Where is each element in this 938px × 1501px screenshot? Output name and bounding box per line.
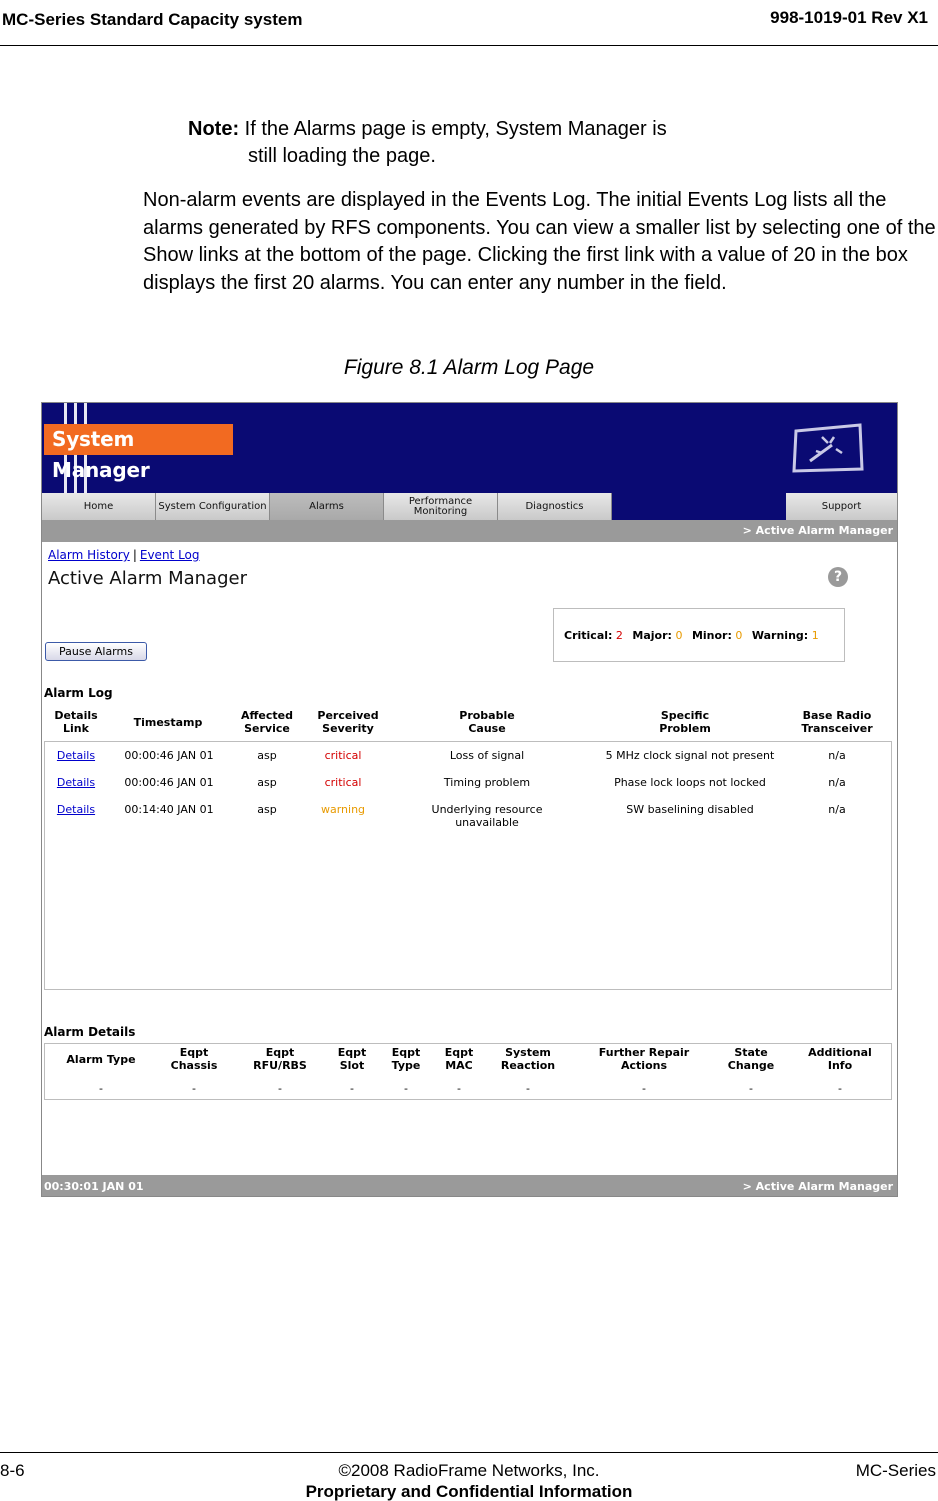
value-state-change: -	[749, 1082, 753, 1095]
tab-alarms[interactable]: Alarms	[270, 493, 384, 520]
alarm-history-link[interactable]: Alarm History	[48, 548, 130, 562]
row-problem: Phase lock loops not locked	[614, 776, 766, 789]
alarm-log-header	[42, 709, 897, 739]
app-banner	[42, 403, 897, 493]
value-eqpt-type: -	[404, 1082, 408, 1095]
row-radio: n/a	[828, 803, 846, 816]
col-probable-cause: Probable Cause	[459, 709, 515, 735]
col-eqpt-rfu: Eqpt RFU/RBS	[253, 1046, 307, 1072]
page-title: Active Alarm Manager	[48, 568, 247, 589]
row-radio: n/a	[828, 749, 846, 762]
note-line-2: still loading the page.	[248, 145, 436, 167]
row-radio: n/a	[828, 776, 846, 789]
value-additional-info: -	[838, 1082, 842, 1095]
col-repair-actions: Further Repair Actions	[598, 1046, 690, 1072]
tab-system-configuration[interactable]: System Configuration	[156, 493, 270, 520]
tab-diagnostics[interactable]: Diagnostics	[498, 493, 612, 520]
row-severity: critical	[324, 776, 362, 789]
row-cause: Underlying resource unavailable	[431, 803, 543, 829]
alarm-log-title: Alarm Log	[44, 686, 113, 700]
tab-performance-monitoring[interactable]	[384, 493, 498, 520]
tab-performance-line-1: Performance	[408, 495, 473, 507]
row-severity: warning	[320, 803, 366, 816]
row-timestamp: 00:14:40 JAN 01	[124, 803, 214, 816]
col-affected-service: Affected Service	[241, 709, 293, 735]
breadcrumb-bar	[42, 520, 897, 542]
document-header-title: MC-Series Standard Capacity system	[2, 10, 303, 29]
page-number: 8-6	[0, 1461, 25, 1480]
breadcrumb: > Active Alarm Manager	[742, 524, 893, 537]
col-eqpt-mac: Eqpt MAC	[444, 1046, 474, 1072]
body-paragraph: Non-alarm events are displayed in the Events Log. The initial Events Log lists all the alarms generated by RFS components. You can view a smaller list by selecting one of the Show links at the bottom of the page. Clicking the first link with a value of 20 in the box displays the first 20 alarms. You can enter any number in the field.	[143, 189, 936, 294]
status-time: 00:30:01 JAN 01	[44, 1180, 144, 1193]
row-timestamp: 00:00:46 JAN 01	[124, 776, 214, 789]
link-separator: |	[132, 548, 137, 562]
col-perceived-severity: Perceived Severity	[317, 709, 379, 735]
note-label: Note:	[188, 118, 240, 140]
alarm-details-title: Alarm Details	[44, 1025, 136, 1039]
warning-count: 1	[811, 629, 819, 642]
row-problem: SW baselining disabled	[626, 803, 754, 816]
note	[188, 116, 788, 170]
tab-support[interactable]: Support	[786, 493, 897, 520]
brand-logo: System Manager	[44, 424, 233, 455]
col-eqpt-slot: Eqpt Slot	[337, 1046, 367, 1072]
status-breadcrumb: > Active Alarm Manager	[742, 1180, 893, 1193]
col-eqpt-type: Eqpt Type	[391, 1046, 421, 1072]
note-line-1: If the Alarms page is empty, System Manager is	[239, 118, 667, 140]
tab-home[interactable]: Home	[42, 493, 156, 520]
row-service: asp	[257, 803, 277, 816]
col-system-reaction: System Reaction	[500, 1046, 556, 1072]
critical-label: Critical:	[564, 629, 613, 642]
copyright: ©2008 RadioFrame Networks, Inc.	[338, 1461, 600, 1480]
main-tabs	[42, 493, 897, 520]
alarm-summary	[553, 608, 845, 662]
details-link[interactable]: Details	[56, 803, 96, 816]
value-system-reaction: -	[526, 1082, 530, 1095]
value-eqpt-mac: -	[457, 1082, 461, 1095]
minor-label: Minor:	[691, 629, 732, 642]
major-count: 0	[675, 629, 683, 642]
event-log-link[interactable]: Event Log	[139, 548, 200, 562]
document-header	[0, 0, 938, 46]
page-links	[48, 548, 200, 562]
col-base-radio: Base Radio Transceiver	[801, 709, 873, 735]
col-eqpt-chassis: Eqpt Chassis	[170, 1046, 218, 1072]
value-alarm-type: -	[99, 1082, 103, 1095]
row-service: asp	[257, 749, 277, 762]
row-service: asp	[257, 776, 277, 789]
col-timestamp: Timestamp	[133, 716, 203, 729]
minor-count: 0	[735, 629, 743, 642]
major-label: Major:	[632, 629, 672, 642]
figure-caption: Figure 8.1 Alarm Log Page	[343, 356, 595, 379]
details-link[interactable]: Details	[56, 749, 96, 762]
row-timestamp: 00:00:46 JAN 01	[124, 749, 214, 762]
row-cause: Timing problem	[443, 776, 531, 789]
critical-count: 2	[615, 629, 623, 642]
value-repair-actions: -	[642, 1082, 646, 1095]
pause-alarms-button[interactable]: Pause Alarms	[45, 642, 147, 661]
document-footer	[0, 1452, 938, 1501]
document-header-number: 998-1019-01 Rev X1	[770, 8, 928, 27]
details-link[interactable]: Details	[56, 776, 96, 789]
value-eqpt-rfu: -	[278, 1082, 282, 1095]
alarm-log-screenshot	[41, 402, 898, 1197]
col-alarm-type: Alarm Type	[66, 1053, 136, 1066]
col-specific-problem: Specific Problem	[659, 709, 711, 735]
help-icon[interactable]: ?	[828, 567, 848, 587]
row-problem: 5 MHz clock signal not present	[605, 749, 775, 762]
tab-performance-line-2: Monitoring	[413, 505, 468, 517]
col-state-change: State Change	[727, 1046, 775, 1072]
value-eqpt-slot: -	[350, 1082, 354, 1095]
product-name: MC-Series	[855, 1461, 936, 1480]
col-details-link: Details Link	[54, 709, 98, 735]
antenna-logo-icon	[792, 423, 866, 473]
status-bar	[42, 1175, 897, 1197]
col-additional-info: Additional Info	[808, 1046, 872, 1072]
row-cause: Loss of signal	[449, 749, 525, 762]
row-severity: critical	[324, 749, 362, 762]
confidentiality-notice: Proprietary and Confidential Information	[305, 1482, 633, 1501]
value-eqpt-chassis: -	[192, 1082, 196, 1095]
warning-label: Warning:	[751, 629, 809, 642]
